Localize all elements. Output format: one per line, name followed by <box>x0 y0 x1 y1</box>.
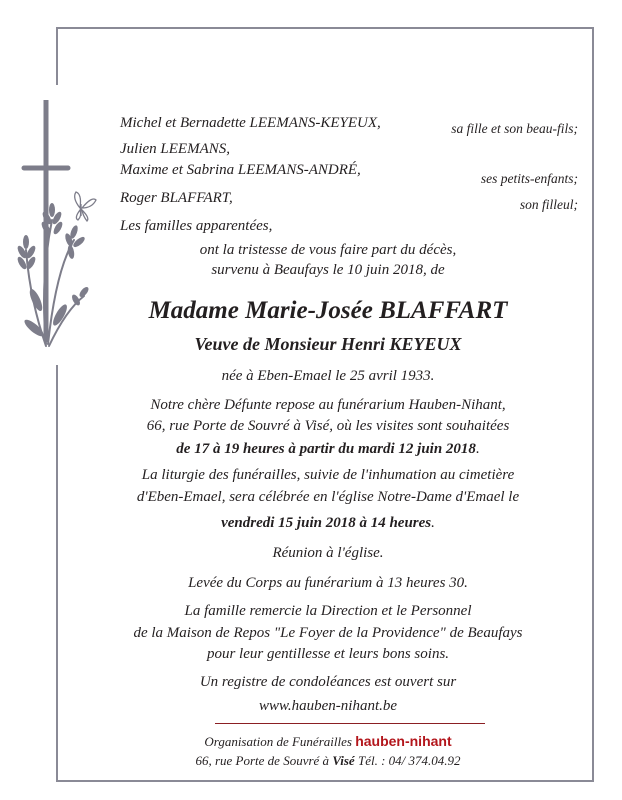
footer-divider <box>215 723 485 724</box>
brand-logo: hauben-nihant <box>355 733 452 749</box>
register-url[interactable]: www.hauben-nihant.be <box>258 698 398 714</box>
widow-of: Veuve de Monsieur Henri KEYEUX <box>194 334 462 354</box>
deceased-name: Madame Marie-Josée BLAFFART <box>148 297 508 324</box>
footer-city: Visé <box>332 753 355 768</box>
register-line: Un registre de condoléances est ouvert sur <box>199 674 457 690</box>
relation-label: sa fille et son beau-fils; <box>451 121 578 136</box>
family-line: Roger BLAFFART, <box>120 190 233 206</box>
repose-line: 66, rue Porte de Souvré à Visé, où les visites sont souhaitées <box>146 418 510 434</box>
visit-hours: de 17 à 19 heures à partir du mardi 12 juin 2018. <box>176 441 480 457</box>
announce-line: ont la tristesse de vous faire part du décès, <box>199 242 457 258</box>
liturgy-line: d'Eben-Emael, sera célébrée en l'église Notre-Dame d'Emael le <box>136 489 520 505</box>
visit-hours-bold: de 17 à 19 heures à partir du mardi 12 juin 2018 <box>176 441 476 457</box>
family-line: Julien LEEMANS, <box>120 141 230 157</box>
footer-address: 66, rue Porte de Souvré à Visé Tél. : 04/ 374.04.92 <box>195 753 461 768</box>
family-line: Maxime et Sabrina LEEMANS-ANDRÉ, <box>120 162 361 178</box>
footer-phone: Tél. : 04/ 374.04.92 <box>357 753 461 768</box>
thanks-line: pour leur gentillesse et leurs bons soins. <box>206 646 450 662</box>
birth-info: née à Eben-Emael le 25 avril 1933. <box>221 368 435 384</box>
repose-line: Notre chère Défunte repose au funérarium Hauben-Nihant, <box>150 397 506 413</box>
relation-label: ses petits-enfants; <box>480 171 578 186</box>
thanks-line: de la Maison de Repos "Le Foyer de la Providence" de Beaufays <box>133 625 523 641</box>
family-line: Michel et Bernadette LEEMANS-KEYEUX, <box>120 115 381 131</box>
relation-label: son filleul; <box>519 197 578 212</box>
funeral-date: vendredi 15 juin 2018 à 14 heures. <box>221 515 435 531</box>
announce-line: survenu à Beaufays le 10 juin 2018, de <box>211 262 445 278</box>
funeral-date-bold: vendredi 15 juin 2018 à 14 heures <box>221 515 432 531</box>
meeting-line: Réunion à l'église. <box>272 545 384 561</box>
footer-org: Organisation de Funérailles hauben-nihant <box>204 733 452 749</box>
cross-wheat-butterfly-icon <box>16 100 102 362</box>
liturgy-line: La liturgie des funérailles, suivie de l'inhumation au cimetière <box>141 467 515 483</box>
thanks-line: La famille remercie la Direction et le Personnel <box>184 603 472 619</box>
levee-line: Levée du Corps au funérarium à 13 heures 30. <box>188 575 468 591</box>
family-line: Les familles apparentées, <box>120 218 273 234</box>
